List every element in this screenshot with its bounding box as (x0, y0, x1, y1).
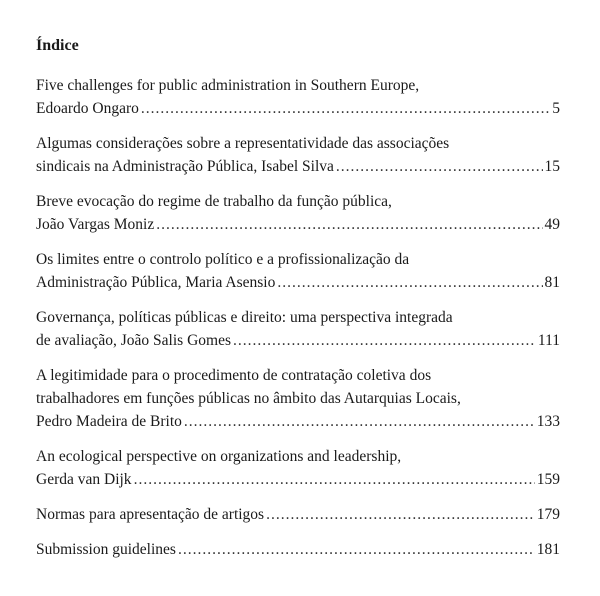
dot-leader (336, 155, 543, 178)
toc-entry (36, 538, 560, 561)
page-number: 133 (536, 413, 560, 430)
page-number: 81 (544, 274, 560, 291)
entry-author-line (36, 97, 560, 120)
dot-leader (134, 468, 535, 491)
dot-leader (277, 271, 542, 294)
dot-leader (184, 410, 535, 433)
dot-leader (233, 329, 536, 352)
entry-title-line: Governança, políticas públicas e direito: uma perspectiva integrada (36, 309, 453, 326)
toc-entry (36, 445, 560, 491)
entry-title-line: An ecological perspective on organizations and leadership, (36, 448, 402, 465)
entry-title-line: A legitimidade para o procedimento de contratação coletiva dos (36, 367, 432, 384)
toc-entry (36, 503, 560, 526)
entry-author-line (36, 410, 560, 433)
entry-title-line: Five challenges for public administration in Southern Europe, (36, 77, 420, 94)
dot-leader (266, 503, 535, 526)
entry-author-line (36, 468, 560, 491)
entry-title-line (36, 503, 560, 526)
page-number: 111 (537, 332, 560, 349)
entry-title: Submission guidelines (36, 541, 176, 558)
dot-leader (156, 213, 542, 236)
toc-entry (36, 190, 560, 236)
page-number: 49 (544, 216, 560, 233)
entry-author: Administração Pública, Maria Asensio (36, 274, 276, 291)
entry-author-line (36, 271, 560, 294)
page-number: 179 (536, 506, 560, 523)
entry-author: Pedro Madeira de Brito (36, 413, 182, 430)
page-number: 15 (544, 158, 560, 175)
toc-entry (36, 364, 560, 433)
entry-title-line: trabalhadores em funções públicas no âmbito das Autarquias Locais, (36, 390, 461, 407)
entry-author-line (36, 329, 560, 352)
entry-author: de avaliação, João Salis Gomes (36, 332, 231, 349)
dot-leader (141, 97, 550, 120)
toc-entry (36, 74, 560, 120)
entry-author-line (36, 155, 560, 178)
entry-title-line: Os limites entre o controlo político e a profissionalização da (36, 251, 410, 268)
page-number: 159 (536, 471, 560, 488)
table-of-contents (36, 36, 560, 573)
entry-author: João Vargas Moniz (36, 216, 155, 233)
entry-author-line (36, 213, 560, 236)
entry-title-line: Breve evocação do regime de trabalho da função pública, (36, 193, 392, 210)
dot-leader (178, 538, 535, 561)
page-title: Índice (36, 37, 79, 54)
entry-author: Gerda van Dijk (36, 471, 132, 488)
toc-entry (36, 132, 560, 178)
page-number: 5 (552, 100, 560, 117)
entry-author: sindicais na Administração Pública, Isabel Silva (36, 158, 334, 175)
entry-title-line (36, 538, 560, 561)
toc-entry (36, 306, 560, 352)
page-number: 181 (536, 541, 560, 558)
entry-author: Edoardo Ongaro (36, 100, 139, 117)
toc-entry (36, 248, 560, 294)
entry-title: Normas para apresentação de artigos (36, 506, 265, 523)
entry-title-line: Algumas considerações sobre a representatividade das associações (36, 135, 450, 152)
